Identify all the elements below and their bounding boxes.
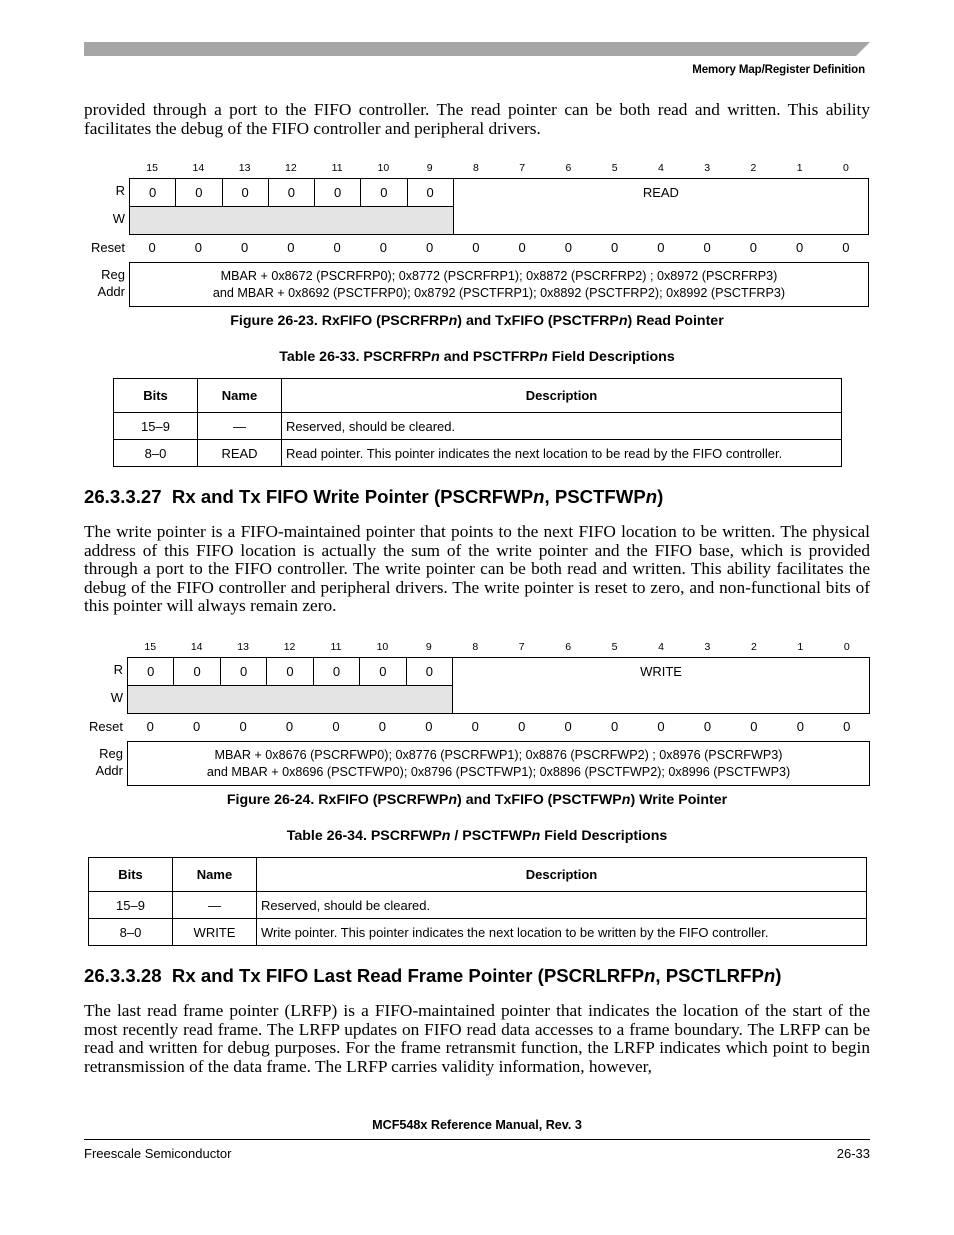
reset-value: 0 <box>333 240 341 255</box>
bit-number: 5 <box>611 162 618 174</box>
table-row <box>114 440 842 467</box>
reserved-bit-cell: 0 <box>359 657 406 686</box>
row-label-reg: Reg <box>101 267 125 282</box>
reset-value: 0 <box>657 240 665 255</box>
bit-number: 8 <box>472 641 479 653</box>
reset-value: 0 <box>564 719 572 734</box>
bit-number: 13 <box>237 641 249 653</box>
field-name-cell: WRITE <box>452 657 870 714</box>
cell-name: WRITE <box>173 919 257 946</box>
reset-value: 0 <box>148 240 156 255</box>
table-row <box>89 919 867 946</box>
bit-number: 7 <box>518 641 525 653</box>
bit-number: 11 <box>331 162 343 174</box>
reset-value: 0 <box>193 719 201 734</box>
bit-number: 6 <box>565 641 572 653</box>
reset-value: 0 <box>564 240 572 255</box>
table-26-34 <box>88 857 867 946</box>
reserved-bit-cell: 0 <box>313 657 360 686</box>
table-header-row <box>114 379 842 413</box>
footer-page-number: 26-33 <box>836 1146 870 1161</box>
reserved-bit-cell: 0 <box>314 178 361 207</box>
reset-value: 0 <box>287 240 295 255</box>
row-label-r: R <box>113 662 123 677</box>
bit-number: 2 <box>750 641 757 653</box>
reset-value: 0 <box>796 719 804 734</box>
field-name-cell: READ <box>453 178 869 235</box>
header-bar <box>84 42 870 56</box>
bit-number: 15 <box>144 641 157 653</box>
reset-value: 0 <box>703 719 712 734</box>
cell-name: READ <box>198 440 282 467</box>
cell-description: Write pointer. This pointer indicates the next location to be written by the FIFO controller. <box>257 919 867 946</box>
column-header-name: Name <box>198 379 282 413</box>
reset-value: 0 <box>471 719 479 734</box>
reset-value: 0 <box>749 240 757 255</box>
bit-number: 14 <box>192 162 205 174</box>
bit-number: 10 <box>377 162 390 174</box>
row-label-addr: Addr <box>97 284 125 299</box>
row-label-w: W <box>112 211 125 226</box>
write-reserved-shaded <box>129 206 454 235</box>
bit-number: 3 <box>704 162 711 174</box>
cell-bits: 8–0 <box>89 919 173 946</box>
reserved-bit-cell: 0 <box>127 657 174 686</box>
bit-number: 8 <box>472 162 479 174</box>
reset-value: 0 <box>146 719 154 734</box>
reset-value: 0 <box>426 240 434 255</box>
bit-number: 0 <box>842 162 849 174</box>
bit-number: 2 <box>750 162 757 174</box>
bit-number: 3 <box>704 641 711 653</box>
reset-value: 0 <box>796 240 804 255</box>
section-heading-26-3-3-28: 26.3.3.28 Rx and Tx FIFO Last Read Frame Pointer (PSCRLRFPn, PSCTLRFPn) <box>84 965 782 986</box>
bit-number: 1 <box>797 641 804 653</box>
bit-number: 4 <box>658 641 664 653</box>
address-line-1: MBAR + 0x8676 (PSCRFWP0); 0x8776 (PSCRFWP1); 0x8876 (PSCRFWP2) ; 0x8976 (PSCRFWP3) <box>214 748 783 762</box>
reset-value: 0 <box>194 240 202 255</box>
reset-value: 0 <box>843 719 851 734</box>
bit-number: 13 <box>238 162 251 174</box>
reserved-bit-cell: 0 <box>360 178 407 207</box>
register-address <box>129 262 869 307</box>
write-pointer-paragraph: The write pointer is a FIFO-maintained pointer that points to the next FIFO location to be written. The physical address of this FIFO location is actually the sum of the write pointer and the FIFO base, which is provided through a port to the FIFO controller. The write pointer can be both read and written. This ability facilitates the debug of the FIFO controller and peripheral drivers. The write pointer is reset to zero, and non-functional bits of this pointer will always remain zero. <box>84 522 870 616</box>
reset-value: 0 <box>332 719 340 734</box>
reset-value: 0 <box>239 719 247 734</box>
reserved-bit-cell: 0 <box>173 657 220 686</box>
bit-number: 5 <box>611 641 618 653</box>
column-header-description: Description <box>257 858 867 892</box>
lrfp-paragraph: The last read frame pointer (LRFP) is a FIFO-maintained pointer that indicates the location of the start of the most recently read frame. The LRFP updates on FIFO read data accesses to a frame boundary. The LRFP can be read and written for debug purposes. For the frame retransmit function, the LRFP indicates which point to begin retransmission of the data frame. The LRFP carries validity information, however, <box>84 1001 870 1076</box>
column-header-name: Name <box>173 858 257 892</box>
row-label-w: W <box>110 690 123 705</box>
figure-26-24-caption: Figure 26-24. RxFIFO (PSCRFWPn) and TxFIFO (PSCTFWPn) Write Pointer <box>226 792 728 808</box>
column-header-bits: Bits <box>89 858 173 892</box>
reset-value: 0 <box>379 240 387 255</box>
table-26-34-caption: Table 26-34. PSCRFWPn / PSCTFWPn Field Descriptions <box>286 828 668 844</box>
row-label-reset: Reset <box>89 719 123 734</box>
cell-bits: 15–9 <box>89 892 173 919</box>
table-header-row <box>89 858 867 892</box>
intro-paragraph: provided through a port to the FIFO controller. The read pointer can be both read and written. This ability facilitates the debug of the FIFO controller and peripheral drivers. <box>84 100 870 138</box>
table-26-33-caption: Table 26-33. PSCRFRPn and PSCTFRPn Field Descriptions <box>279 349 675 365</box>
reset-value: 0 <box>750 719 758 734</box>
address-line-2: and MBAR + 0x8696 (PSCTFWP0); 0x8796 (PSCTFWP1); 0x8896 (PSCTFWP2); 0x8996 (PSCTFWP3) <box>206 764 791 779</box>
reserved-bit-cell: 0 <box>175 178 222 207</box>
footer-rule <box>84 1139 870 1140</box>
running-header: Memory Map/Register Definition <box>692 64 865 76</box>
reset-value: 0 <box>657 719 665 734</box>
reset-value: 0 <box>611 240 619 255</box>
reserved-bit-cell: 0 <box>129 178 176 207</box>
bit-number: 14 <box>190 641 203 653</box>
reset-value: 0 <box>610 719 619 734</box>
reset-value: 0 <box>425 719 433 734</box>
cell-description: Reserved, should be cleared. <box>282 413 842 440</box>
table-row <box>114 413 842 440</box>
bit-number: 0 <box>843 641 850 653</box>
reserved-bit-cell: 0 <box>222 178 269 207</box>
bit-number: 12 <box>283 641 296 653</box>
bit-number: 15 <box>146 162 158 174</box>
bit-number: 9 <box>426 162 433 174</box>
footer-company: Freescale Semiconductor <box>84 1146 232 1161</box>
reserved-bit-cell: 0 <box>406 657 453 686</box>
column-header-bits: Bits <box>114 379 198 413</box>
cell-description: Reserved, should be cleared. <box>257 892 867 919</box>
reset-value: 0 <box>472 240 480 255</box>
bit-number: 4 <box>657 162 664 174</box>
cell-name: — <box>198 413 282 440</box>
cell-bits: 8–0 <box>114 440 198 467</box>
cell-bits: 15–9 <box>114 413 198 440</box>
section-heading-26-3-3-27: 26.3.3.27 Rx and Tx FIFO Write Pointer (PSCRFWPn, PSCTFWPn) <box>84 486 664 507</box>
reset-value: 0 <box>703 240 711 255</box>
bit-number: 10 <box>376 641 389 653</box>
reset-value: 0 <box>842 240 850 255</box>
reset-value: 0 <box>518 719 526 734</box>
bit-number: 1 <box>796 162 803 174</box>
bit-number: 12 <box>285 162 297 174</box>
cell-description: Read pointer. This pointer indicates the next location to be read by the FIFO controller. <box>282 440 842 467</box>
bit-number: 7 <box>519 162 526 174</box>
row-label-reset: Reset <box>91 240 125 255</box>
row-label-r: R <box>115 183 125 198</box>
table-26-33 <box>113 378 842 467</box>
bit-number: 11 <box>330 641 342 653</box>
reserved-bit-cell: 0 <box>268 178 315 207</box>
table-row <box>89 892 867 919</box>
reserved-bit-cell: 0 <box>220 657 267 686</box>
reserved-bit-cell: 0 <box>266 657 313 686</box>
register-address <box>127 741 870 786</box>
write-reserved-shaded <box>127 685 453 714</box>
reset-value: 0 <box>285 719 294 734</box>
reserved-bit-cell: 0 <box>407 178 454 207</box>
figure-26-23-caption: Figure 26-23. RxFIFO (PSCRFRPn) and TxFIFO (PSCTFRPn) Read Pointer <box>230 313 724 329</box>
address-line-2: and MBAR + 0x8692 (PSCTFRP0); 0x8792 (PSCTFRP1); 0x8892 (PSCTFRP2); 0x8992 (PSCTFRP3) <box>212 285 786 300</box>
reset-value: 0 <box>241 240 249 255</box>
reset-value: 0 <box>378 719 387 734</box>
row-label-addr: Addr <box>95 763 123 778</box>
row-label-reg: Reg <box>99 746 123 761</box>
footer-manual-title: MCF548x Reference Manual, Rev. 3 <box>372 1118 582 1132</box>
cell-name: — <box>173 892 257 919</box>
reset-value: 0 <box>518 240 526 255</box>
column-header-description: Description <box>282 379 842 413</box>
bit-number: 6 <box>565 162 572 174</box>
bit-number: 9 <box>425 641 432 653</box>
address-line-1: MBAR + 0x8672 (PSCRFRP0); 0x8772 (PSCRFRP1); 0x8872 (PSCRFRP2) ; 0x8972 (PSCRFRP3) <box>220 269 778 283</box>
